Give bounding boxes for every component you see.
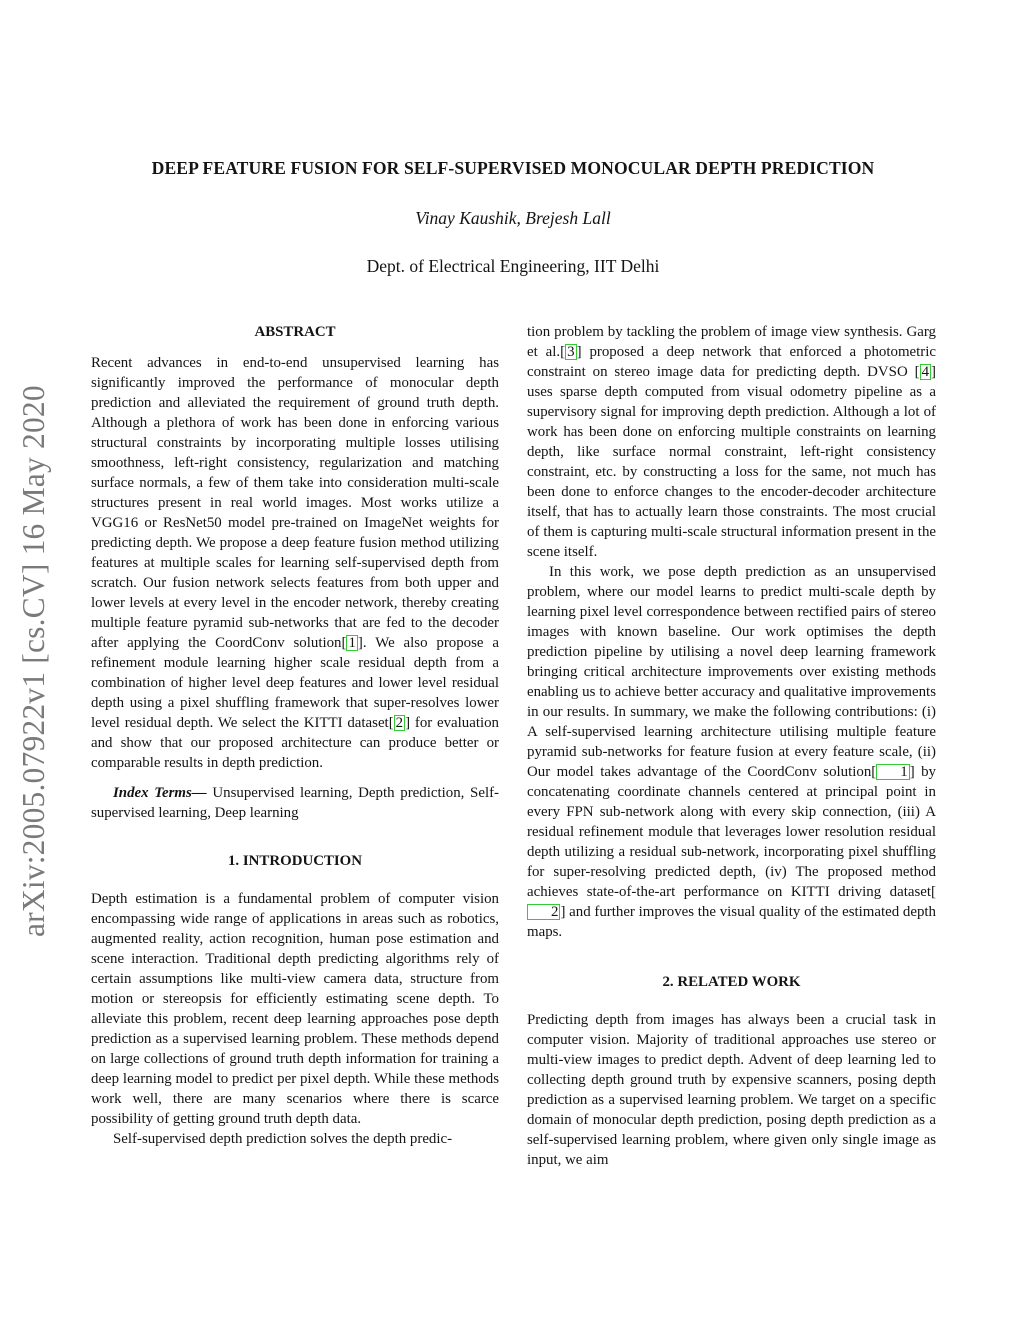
citation-link[interactable]: 2 bbox=[527, 904, 560, 920]
intro-p3-b: by concatenating coordinate channels centered at principal point in every FPN sub-network along with every skip connection, (iii) A residual refinement module that leverages lower resolution residual depth utilizing a residual sub-network, incorporating pixel shuffling for super-resolving predicted depth, (iv) The proposed method achieves state-of-the-art performance on KITTI driving dataset bbox=[527, 764, 936, 900]
related-work-paragraph-1: Predicting depth from images has always been a crucial task in computer vision. Majority of traditional approaches use stereo or multi-view images to predict depth. Advent of deep learning led to collecting depth ground truth by expensive scanners, posing depth prediction as a supervised learning problem. We target on a specific domain of monocular depth prediction, posing depth prediction as a self-supervised learning problem, where given only single image as input, we aim bbox=[527, 1012, 936, 1168]
paper-affiliation: Dept. of Electrical Engineering, IIT Delhi bbox=[366, 256, 660, 276]
intro-p2-tail: tion problem by tackling the problem of image view synthesis. Garg et al. bbox=[527, 324, 936, 360]
intro-paragraph-3: In this work, we pose depth prediction as an unsupervised problem, where our model learns to predict multi-scale depth by learning pixel level correspondence between rectified pairs of stereo images with known baseline. Our work optimises the depth prediction pipeline by utilising a novel deep learning framework bringing critical architecture improvements over existing methods enabling us to achieve better accuracy and qualitative improvements in our results. In summary, we make the following contributions: (i) A self-supervised learning architecture utilising multiple feature pyramid sub-networks for feature fusion at every feature scale, (ii) Our model takes advantage of the CoordConv solution[ 1 ] by concatenating coordinate channels centered at principal point in every FPN sub-network along with every skip connection, (iii) A residual refinement module that leverages lower resolution residual depth utilizing a residual sub-network, incorporating pixel shuffling for super-resolving predicted depth, (iv) The proposed method achieves state-of-the-art performance on KITTI driving dataset[2 ] and further improves the visual quality of the estimated depth maps. bbox=[527, 564, 936, 940]
intro-p2-b: proposed a deep network that enforced a photometric constraint on stereo image data for predicting depth. DVSO bbox=[527, 344, 936, 380]
paper-authors: Vinay Kaushik, Brejesh Lall bbox=[415, 208, 611, 228]
index-terms-label: Index Terms— bbox=[113, 785, 207, 801]
abstract-text-b: . We also propose a refinement module learning higher scale residual depth from a combination of higher level deep features and lower level residual depth using a pixel shuffling framework that super-resolves lower level residual depth. We select the KITTI dataset bbox=[91, 635, 499, 731]
citation-link[interactable]: 4 bbox=[921, 364, 930, 380]
intro-paragraph-1: Depth estimation is a fundamental problem of computer vision encompassing wide range of applications in areas such as robotics, augmented reality, action recognition, human pose estimation and scene interaction. Traditional depth predicting algorithms rely of certain assumptions like multi-view camera data, structure from motion or stereopsis for efficiently estimating scene depth. To alleviate this problem, recent deep learning approaches pose depth prediction as a supervised learning problem. These methods depend on large collections of ground truth depth information for training a deep learning model to predict per pixel depth. While these methods work well, there are many scenarios where there is scarce possibility of getting ground truth depth data. bbox=[91, 891, 499, 1127]
abstract-text: Recent advances in end-to-end unsupervised learning has significantly improved the performance of monocular depth prediction and alleviated the requirement of ground truth depth. Although a plethora of work has been done in enforcing various structural constraints by incorporating multiple losses utilising smoothness, left-right consistency, regularization and matching surface normals, a few of them take into consideration multi-scale structures present in real world images. Most works utilize a VGG16 or ResNet50 model pre-trained on ImageNet weights for predicting depth. We propose a deep feature fusion method utilizing features at multiple scales for learning self-supervised depth from scratch. Our fusion network selects features from both upper and lower levels at every level in the encoder network, thereby creating multiple feature pyramid sub-networks that are fed to the decoder after applying the CoordConv solution[ 1 ]. We also propose a refinement module learning higher scale residual depth from a combination of higher level deep features and lower level residual depth using a pixel shuffling framework that super-resolves lower level residual depth. We select the KITTI dataset[ 2 ] for evaluation and show that our proposed architecture can produce better or comparable results in depth prediction. bbox=[91, 355, 499, 771]
intro-p3-c: and further improves the visual quality of the estimated depth maps. bbox=[527, 904, 936, 940]
intro-p2-c: uses sparse depth computed from visual odometry pipeline as a supervisory signal for improving depth prediction. Although a lot of work has been done on enforcing multiple constraints on learning depth, like surface normal constraint, left-right consistency constraint, etc. by constructing a loss for the same, not much has been done to enforce changes to the encoder-decoder architecture itself, that has to actually learn those constraints. The most crucial of them is capturing multi-scale structural information present in the scene itself. bbox=[527, 384, 936, 560]
citation-link[interactable]: 3 bbox=[567, 344, 575, 360]
abstract-text-c: for evaluation and show that our proposed architecture can produce better or comparable results in depth prediction. bbox=[91, 715, 499, 771]
index-terms-text: Unsupervised learning, Depth prediction, Self-supervised learning, Deep learning bbox=[91, 785, 500, 821]
citation-link[interactable]: 1 bbox=[348, 635, 356, 651]
index-terms bbox=[91, 783, 499, 823]
paper-title: DEEP FEATURE FUSION FOR SELF-SUPERVISED MONOCULAR DEPTH PREDICTION bbox=[151, 158, 875, 178]
intro-p3-a: In this work, we pose depth prediction as an unsupervised problem, where our model learns to predict multi-scale depth by learning pixel level correspondence between rectified pairs of stereo images with known baseline. Our work optimises the depth prediction pipeline by utilising a novel deep learning framework bringing critical architecture improvements over existing methods enabling us to achieve better accuracy and qualitative improvements in our results. In summary, we make the following contributions: (i) A self-supervised learning architecture utilising multiple feature pyramid sub-networks for feature fusion at every feature scale, (ii) Our model takes advantage of the CoordConv solution bbox=[527, 564, 936, 780]
citation-link[interactable]: 2 bbox=[395, 715, 404, 731]
citation-link[interactable]: 1 bbox=[876, 764, 909, 780]
related-work-heading: 2. RELATED WORK bbox=[662, 974, 801, 990]
right-column bbox=[527, 322, 936, 1170]
abstract-text-a: Recent advances in end-to-end unsupervised learning has significantly improved the performance of monocular depth prediction and alleviated the requirement of ground truth depth. Although a plethora of work has been done in enforcing various structural constraints by incorporating multiple losses utilising smoothness, left-right consistency, regularization and matching surface normals, a few of them take into consideration multi-scale structures present in real world images. Most works utilize a VGG16 or ResNet50 model pre-trained on ImageNet weights for predicting depth. We propose a deep feature fusion method utilizing features at multiple scales for learning self-supervised depth from scratch. Our fusion network selects features from both upper and lower levels at every level in the encoder network, thereby creating multiple feature pyramid sub-networks that are fed to the decoder after applying the CoordConv solution bbox=[91, 355, 499, 651]
arxiv-stamp: arXiv:2005.07922v1 [cs.CV] 16 May 2020 bbox=[16, 385, 51, 937]
abstract-heading: ABSTRACT bbox=[254, 324, 336, 340]
left-column bbox=[91, 322, 499, 1149]
intro-paragraph-2-start: Self-supervised depth prediction solves the depth predic- bbox=[113, 1131, 453, 1147]
intro-paragraph-2-cont: tion problem by tackling the problem of image view synthesis. Garg et al.[ 3 ] proposed a deep network that enforced a photometric constraint on stereo image data for predicting depth. DVSO [ 4 ] uses sparse depth computed from visual odometry pipeline as a supervisory signal for improving depth prediction. Although a lot of work has been done on enforcing multiple constraints on learning depth, like surface normal constraint, left-right consistency constraint, etc. by constructing a loss for the same, not much has been done to enforce changes to the encoder-decoder architecture itself, that has to actually learn those constraints. The most crucial of them is capturing multi-scale structural information present in the scene itself. bbox=[527, 324, 936, 560]
intro-heading: 1. INTRODUCTION bbox=[227, 853, 363, 869]
